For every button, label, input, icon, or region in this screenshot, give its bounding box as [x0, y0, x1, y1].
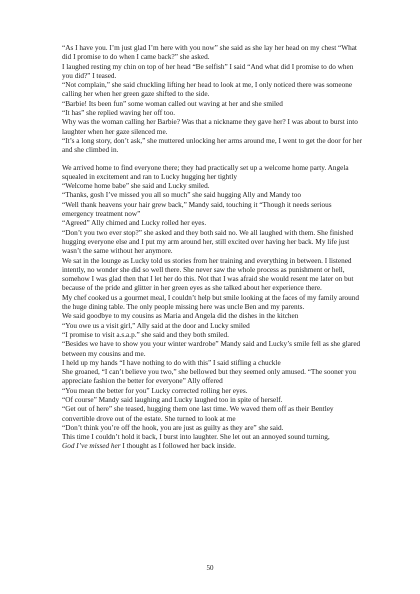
italic-thought: God I’ve missed her — [62, 442, 121, 451]
paragraph: “It’s a long story, don’t ask,” she muttered unlocking her arms around me, I went to get the door for her and she climbed in. — [62, 136, 362, 155]
paragraph: I laughed resting my chin on top of her head “Be selfish” I said “And what did I promise to do when you did?” I teased. — [62, 62, 354, 80]
paragraph: “Welcome home babe” she said and Lucky smiled. — [62, 182, 210, 191]
paragraph: “Agreed” Ally chimed and Lucky rolled her eyes. — [62, 219, 207, 228]
thought-tail: I thought as I followed her back inside. — [120, 442, 236, 451]
page-number: 50 — [206, 564, 214, 572]
paragraph: She groaned, “I can’t believe you two,” she bellowed but they seemed only amused. “The sooner you appreciate fashion the better for everyone” Ally offered — [62, 368, 357, 386]
paragraph: “You owe us a visit girl,” Ally said at the door and Lucky smiled — [62, 321, 250, 330]
paragraph: “Get out of here” she teased, hugging them one last time. We waved them off as their Bentley convertible drove out of the estate. She turned to look at me — [62, 405, 334, 423]
paragraph: Why was the woman calling her Barbie? Was that a nickname they gave her? I was about to burst into laughter when her gaze silenced me. — [62, 118, 358, 136]
paragraph: “Not complain,” she said chuckling lifting her head to look at me, I only noticed there was someone calling her when her green gaze shifted to the side. — [62, 81, 353, 99]
paragraph: “Of course” Mandy said laughing and Lucky laughed too in spite of herself. — [62, 395, 283, 404]
body-text — [62, 44, 362, 452]
paragraph: My chef cooked us a gourmet meal, I couldn’t help but smile looking at the faces of my family around the huge dining table. The only people missing here was uncle Ben and my parents. — [62, 293, 360, 312]
paragraph: “As I have you. I’m just glad I’m here with you now” she said as she lay her head on my chest “What did I promise to do when I came back?” she asked. — [62, 44, 357, 62]
paragraph: We sat in the lounge as Lucky told us stories from her training and everything in between. I listened intently, no wonder she did so well there. She never saw the whole process as punishment or hell, somehow I was glad then that I let her do this. Not that I was afraid she would resent me later on but because of the pride and glitter in her green eyes as she talked about her experience there. — [62, 256, 354, 293]
paragraph: “Thanks, gosh I’ve missed you all so much” she said hugging Ally and Mandy too — [62, 191, 302, 200]
paragraph: “Barbie! Its been fun” some woman called out waving at her and she smiled — [62, 99, 283, 108]
paragraph: We said goodbye to my cousins as Maria and Angela did the dishes in the kitchen — [62, 312, 299, 321]
paragraph: “I promise to visit a.s.a.p.” she said and they both smiled. — [62, 330, 229, 339]
paragraph: This time I couldn’t hold it back, I burst into laughter. She let out an annoyed sound turning, — [62, 433, 330, 442]
paragraph: “Well thank heavens your hair grew back,” Mandy said, touching it “Though it needs serious emergency treatment now” — [62, 200, 332, 219]
paragraph: “You mean the better for you” Lucky corrected rolling her eyes. — [62, 386, 248, 395]
paragraph: “Besides we have to show you your winter wardrobe” Mandy said and Lucky’s smile fell as she glared between my cousins and me. — [62, 340, 361, 358]
closing-line — [62, 442, 362, 451]
paragraph: We arrived home to find everyone there; they had practically set up a welcome home party. Angela squealed in excitement and ran to Lucky hugging her tightly — [62, 163, 349, 181]
paragraph: “It has” she replied waving her off too. — [62, 109, 176, 118]
paragraph: I held up my hands “I have nothing to do with this” I said stifling a chuckle — [62, 358, 281, 367]
paragraph: “Don’t think you’re off the hook, you are just as guilty as they are” she said. — [62, 423, 284, 432]
paragraph: “Don’t you two ever stop?” she asked and they both said no. We all laughed with them. She finished hugging everyone else and I put my arm around her, still excited over having her back. My life just wasn’t the same without her anymore. — [62, 228, 354, 256]
